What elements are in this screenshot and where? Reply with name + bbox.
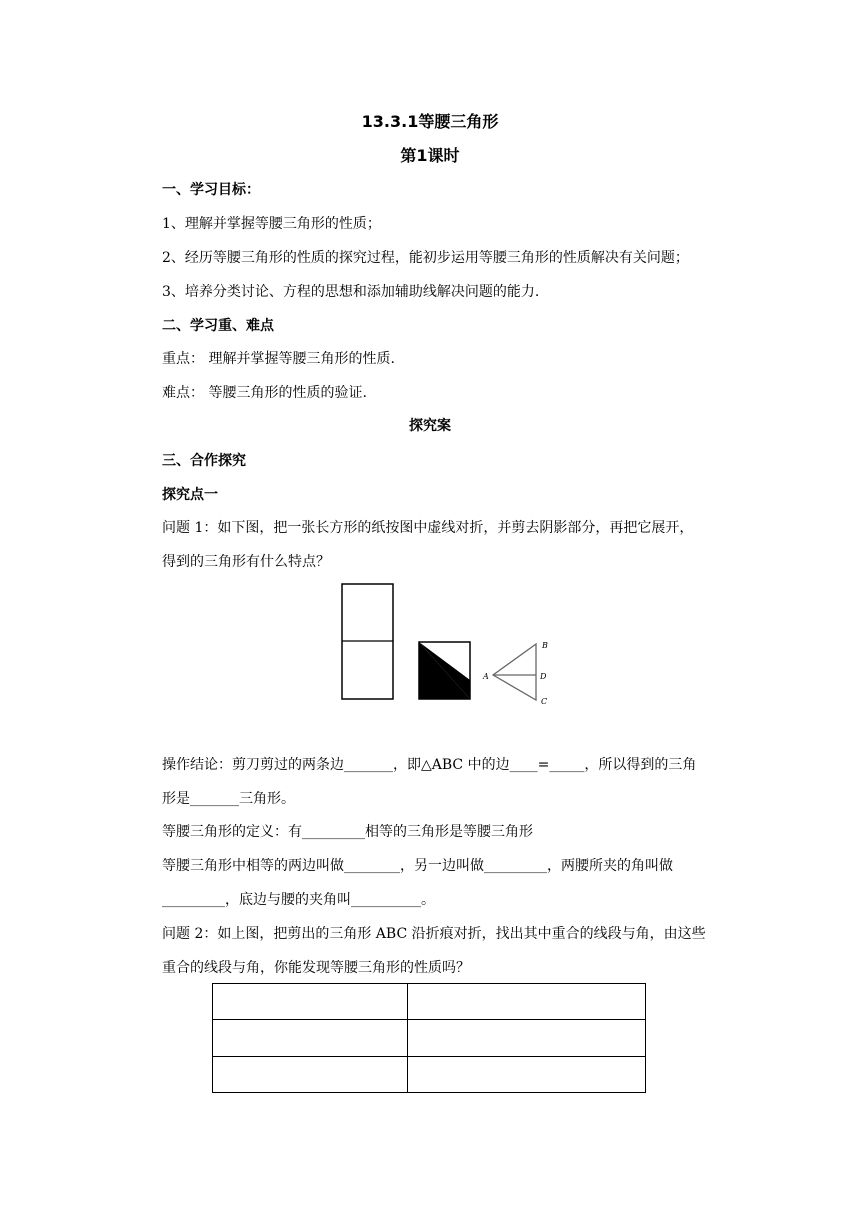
question-1-line-2: 得到的三角形有什么特点？	[162, 554, 330, 570]
folded-paper-rectangle	[342, 584, 393, 699]
table-row	[213, 984, 646, 1020]
paper-folding-figure	[330, 578, 560, 710]
section-heading-cooperation: 三、合作探究	[162, 453, 246, 469]
document-subtitle: 第1课时	[400, 146, 460, 165]
question-1-line-1: 问题 1：如下图，把一张长方形的纸按图中虚线对折，并剪去阴影部分，再把它展开，	[162, 520, 694, 536]
triangle-parts-line-1: 等腰三角形中相等的两边叫做________，另一边叫做_________，两腰所夹的角叫做	[162, 858, 673, 874]
point-label-d: D	[540, 672, 547, 681]
vertex-label-a: A	[483, 672, 489, 681]
table-cell	[408, 1020, 646, 1056]
vertex-label-c: C	[541, 697, 548, 706]
shaded-square	[419, 642, 470, 699]
explore-heading: 探究案	[409, 418, 451, 434]
table-cell	[408, 1056, 646, 1092]
section-heading-goals: 一、学习目标：	[162, 182, 260, 198]
answer-table	[212, 983, 646, 1093]
table-cell	[213, 1056, 408, 1092]
goal-item-3: 3、培养分类讨论、方程的思想和添加辅助线解决问题的能力.	[162, 284, 540, 300]
table-cell	[408, 984, 646, 1020]
explore-point-heading: 探究点一	[162, 487, 218, 503]
key-point-text: 重点： 理解并掌握等腰三角形的性质.	[162, 351, 395, 367]
vertex-label-b: B	[542, 641, 548, 650]
difficulty-text: 难点： 等腰三角形的性质的验证.	[162, 385, 367, 401]
table-cell	[213, 1020, 408, 1056]
table-row	[213, 1020, 646, 1056]
goal-item-2: 2、经历等腰三角形的性质的探究过程，能初步运用等腰三角形的性质解决有关问题；	[162, 250, 689, 266]
table-row	[213, 1056, 646, 1092]
question-2-line-2: 重合的线段与角，你能发现等腰三角形的性质吗？	[162, 960, 470, 976]
goal-item-1: 1、理解并掌握等腰三角形的性质；	[162, 216, 381, 232]
triangle-abc	[482, 641, 548, 706]
operation-conclusion-line-1: 操作结论：剪刀剪过的两条边_______，即△ABC 中的边____=_____，所以得到的三角	[162, 757, 697, 773]
operation-conclusion-line-2: 形是_______三角形。	[162, 791, 295, 807]
section-heading-key-points: 二、学习重、难点	[162, 318, 274, 334]
table-cell	[213, 984, 408, 1020]
triangle-parts-line-2: _________，底边与腰的夹角叫__________。	[162, 892, 435, 908]
question-2-line-1: 问题 2：如上图，把剪出的三角形 ABC 沿折痕对折，找出其中重合的线段与角，由这些	[162, 926, 706, 942]
isosceles-definition: 等腰三角形的定义：有_________相等的三角形是等腰三角形	[162, 824, 533, 840]
document-title: 13.3.1等腰三角形	[361, 112, 499, 131]
